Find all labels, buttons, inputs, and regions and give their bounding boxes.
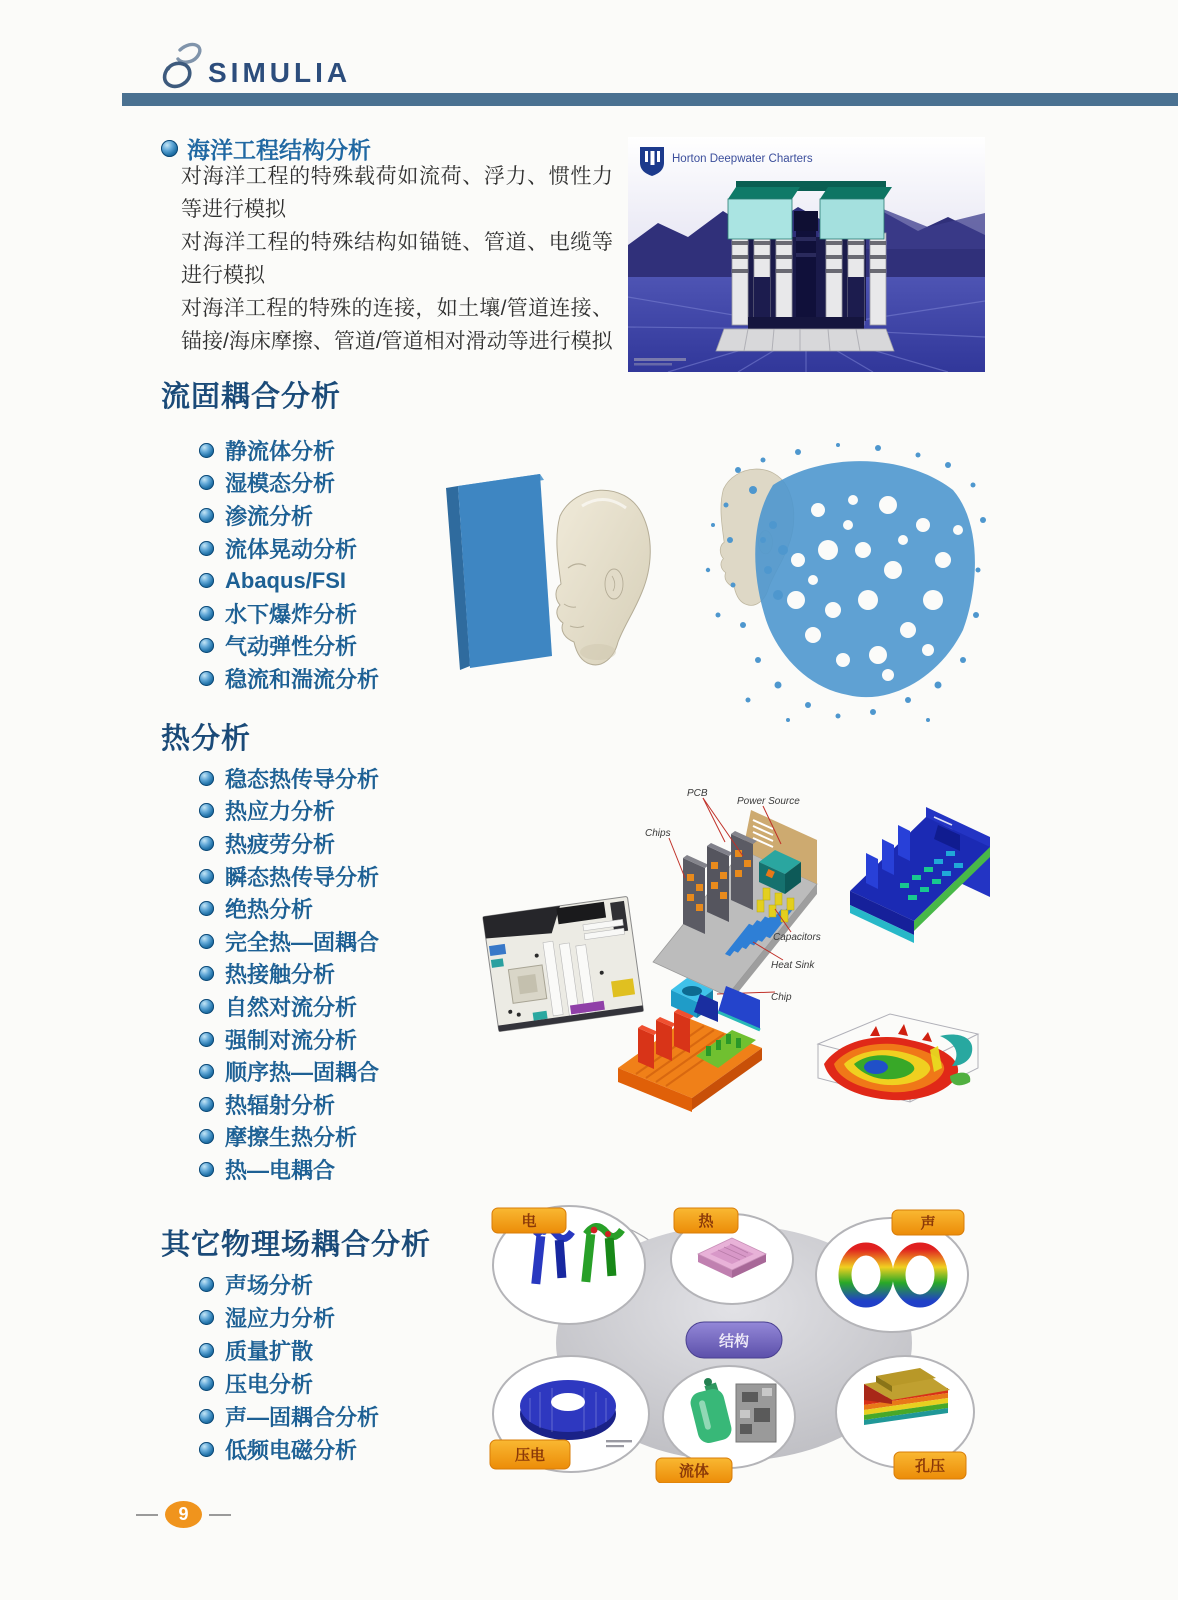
list-item-label: Abaqus/FSI xyxy=(225,567,347,593)
list-item xyxy=(199,467,379,500)
list-item xyxy=(199,990,379,1023)
thermal-result-blue xyxy=(838,795,998,965)
list-item xyxy=(199,662,379,695)
offshore-platform-figure xyxy=(628,137,985,377)
fsi-list xyxy=(199,434,379,695)
bullet-icon xyxy=(161,140,178,157)
bullet-icon xyxy=(199,1310,214,1325)
list-item-label: 强制对流分析 xyxy=(225,1027,358,1053)
bullet-icon xyxy=(199,966,214,981)
list-item xyxy=(199,1367,379,1400)
list-item xyxy=(199,1088,379,1121)
bullet-icon xyxy=(199,999,214,1014)
bullet-icon xyxy=(199,1064,214,1079)
list-item xyxy=(199,1055,379,1088)
bullet-icon xyxy=(199,1343,214,1358)
list-item-label: 热—电耦合 xyxy=(225,1157,336,1183)
section-thermal-title: 热分析 xyxy=(161,723,252,755)
thermal-result-contour xyxy=(810,1006,985,1116)
bullet-icon xyxy=(199,1376,214,1391)
list-item-label: 低频电磁分析 xyxy=(225,1438,358,1463)
thermal-figure-cluster xyxy=(455,780,995,1130)
bullet-icon xyxy=(199,1277,214,1292)
list-item-label: 稳态热传导分析 xyxy=(225,766,380,792)
bullet-icon xyxy=(199,671,214,686)
pill-pore: 孔压 xyxy=(914,1458,946,1475)
3ds-swoosh-icon xyxy=(165,44,200,86)
bullet-icon xyxy=(199,1162,214,1177)
chip-label: Chip xyxy=(771,992,792,1003)
list-item-label: 湿模态分析 xyxy=(225,471,336,497)
capacitors-label: Capacitors xyxy=(773,932,821,943)
section-title: 海洋工程结构分析 xyxy=(187,137,371,163)
list-item xyxy=(199,925,379,958)
list-item xyxy=(199,597,379,630)
list-item-label: 自然对流分析 xyxy=(225,994,358,1020)
list-item xyxy=(199,1334,379,1367)
section-fsi-title: 流固耦合分析 xyxy=(161,381,342,413)
list-item-label: 流体晃动分析 xyxy=(225,536,358,562)
pill-sound: 声 xyxy=(920,1215,936,1232)
paragraph: 对海洋工程的特殊结构如锚链、管道、电缆等进行模拟 xyxy=(181,231,613,287)
bullet-icon xyxy=(199,573,214,588)
list-item-label: 气动弹性分析 xyxy=(225,634,358,660)
list-item-label: 稳流和湍流分析 xyxy=(225,666,380,692)
bullet-icon xyxy=(199,803,214,818)
list-item xyxy=(199,564,379,597)
thermal-list xyxy=(199,762,379,1186)
list-item-label: 水下爆炸分析 xyxy=(225,601,358,627)
pcb-label: PCB xyxy=(687,788,708,799)
list-item xyxy=(199,1023,379,1056)
list-item-label: 瞬态热传导分析 xyxy=(225,864,380,890)
chips-label: Chips xyxy=(645,828,671,839)
pill-fluid: 流体 xyxy=(678,1463,710,1480)
paragraph: 对海洋工程的特殊载荷如流荷、浮力、惯性力等进行模拟 xyxy=(181,165,613,221)
list-item xyxy=(199,1400,379,1433)
paragraph: 对海洋工程的特殊的连接，如土壤/管道连接、锚接/海床摩擦、管道/管道相对滑动等进行模拟 xyxy=(181,297,613,353)
heat-sink-label: Heat Sink xyxy=(771,960,815,971)
list-item-label: 顺序热—固耦合 xyxy=(225,1060,380,1086)
list-item xyxy=(199,860,379,893)
list-item-label: 静流体分析 xyxy=(225,438,336,464)
list-item xyxy=(199,958,379,991)
list-item xyxy=(199,1121,379,1154)
header-logo xyxy=(146,38,376,97)
list-item xyxy=(199,1153,379,1186)
list-item-label: 渗流分析 xyxy=(225,503,314,529)
list-item-label: 热应力分析 xyxy=(225,799,336,825)
list-item-label: 摩擦生热分析 xyxy=(225,1125,358,1151)
list-item xyxy=(199,532,379,565)
multiphysics-list xyxy=(199,1268,379,1466)
thermal-result-orange xyxy=(610,982,770,1122)
footer-page-indicator xyxy=(136,1501,231,1528)
list-item xyxy=(199,1433,379,1466)
list-item xyxy=(199,630,379,663)
list-item-label: 热接触分析 xyxy=(225,962,336,988)
list-item-label: 绝热分析 xyxy=(225,897,314,923)
simulia-logo xyxy=(146,38,376,92)
center-structure-label: 结构 xyxy=(718,1333,750,1350)
list-item-label: 热疲劳分析 xyxy=(225,831,336,857)
pill-heat: 热 xyxy=(698,1213,714,1230)
list-item-label: 声—固耦合分析 xyxy=(225,1405,380,1430)
page-number-badge: 9 xyxy=(165,1501,202,1528)
fsi-splash-figure xyxy=(678,430,993,733)
list-item-label: 热辐射分析 xyxy=(225,1092,336,1118)
footer-dash xyxy=(136,1514,158,1516)
bullet-icon xyxy=(199,606,214,621)
bullet-icon xyxy=(199,475,214,490)
list-item-label: 声场分析 xyxy=(225,1273,314,1298)
brand-wordmark: SIMULIA xyxy=(208,57,352,88)
pill-piezo: 压电 xyxy=(514,1447,546,1464)
list-item xyxy=(199,499,379,532)
footer-dash xyxy=(209,1514,231,1516)
list-item xyxy=(199,1301,379,1334)
image-caption: Horton Deepwater Charters xyxy=(672,153,813,165)
platform-columns xyxy=(732,225,886,325)
bullet-icon xyxy=(199,508,214,523)
list-item-label: 湿应力分析 xyxy=(225,1306,336,1331)
list-item-label: 完全热—固耦合 xyxy=(225,929,380,955)
bullet-icon xyxy=(199,638,214,653)
list-item-label: 压电分析 xyxy=(225,1372,314,1397)
header-rule xyxy=(122,93,1178,106)
list-item xyxy=(199,1268,379,1301)
bullet-icon xyxy=(199,1409,214,1424)
bullet-icon xyxy=(199,443,214,458)
bullet-icon xyxy=(199,1097,214,1112)
list-item xyxy=(199,795,379,828)
bullet-icon xyxy=(199,901,214,916)
bullet-icon xyxy=(199,836,214,851)
bullet-icon xyxy=(199,541,214,556)
pill-electric: 电 xyxy=(521,1213,537,1230)
list-item xyxy=(199,762,379,795)
bullet-icon xyxy=(199,869,214,884)
marine-paragraphs xyxy=(181,160,613,358)
section-multiphysics-title: 其它物理场耦合分析 xyxy=(161,1229,432,1261)
list-item xyxy=(199,892,379,925)
fsi-plate-head-figure xyxy=(438,446,666,703)
list-item xyxy=(199,827,379,860)
power-source-label: Power Source xyxy=(737,796,800,807)
multiphysics-diagram xyxy=(478,1178,990,1488)
bullet-icon xyxy=(199,1129,214,1144)
list-item xyxy=(199,434,379,467)
bullet-icon xyxy=(199,1032,214,1047)
bullet-icon xyxy=(199,1442,214,1457)
bullet-icon xyxy=(199,934,214,949)
list-item-label: 质量扩散 xyxy=(225,1339,314,1364)
bullet-icon xyxy=(199,771,214,786)
